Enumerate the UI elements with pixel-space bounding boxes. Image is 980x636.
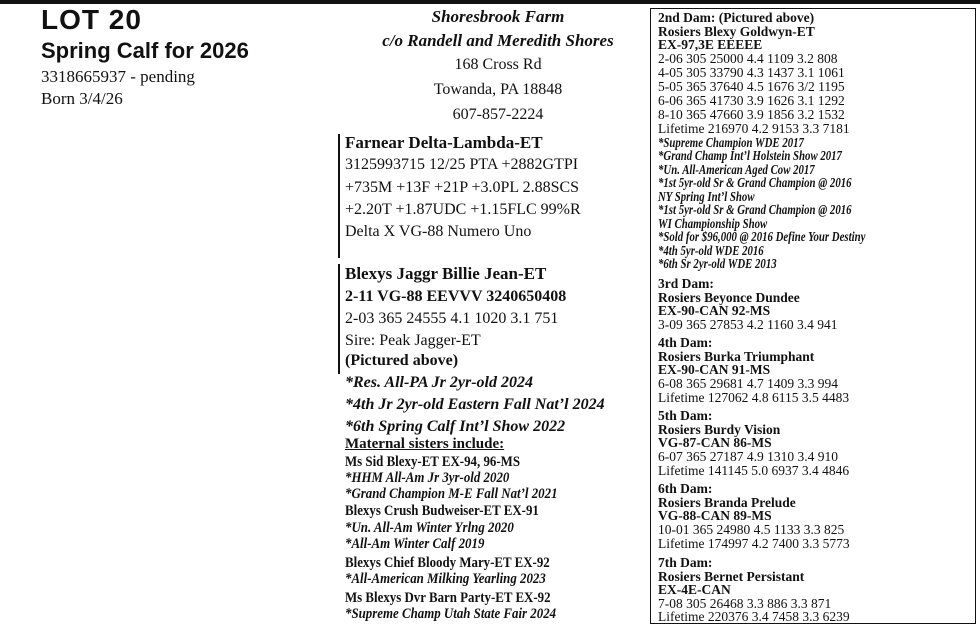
dam-7-score: EX-4E-CAN [658, 582, 731, 597]
sister-honor-text: *Supreme Champ Utah State Fair 2024 [345, 606, 557, 622]
second-dam-record: 5-05 365 37640 4.5 1676 3/2 1195 [658, 79, 845, 94]
sister-honor [345, 571, 579, 587]
second-dam-honor [658, 257, 806, 271]
dam-honor: *4th Jr 2yr-old Eastern Fall Nat’l 2024 [345, 396, 605, 413]
second-dam-lifetime: Lifetime 216970 4.2 9153 3.3 7181 [658, 121, 850, 136]
dam-honor: *Res. All-PA Jr 2yr-old 2024 [345, 374, 533, 391]
dam-name: Blexys Jaggr Billie Jean-ET [345, 264, 547, 283]
sire-name: Farnear Delta-Lambda-ET [345, 133, 543, 152]
sister-honor-text: *All-Am Winter Calf 2019 [345, 536, 485, 552]
dam-5-lifetime: Lifetime 141145 5.0 6937 3.4 4846 [658, 463, 850, 478]
second-dam-honor-text: *Grand Champ Int’l Holstein Show 2017 [658, 148, 842, 163]
sister-honor [345, 536, 507, 552]
sister-name-text: Blexys Chief Bloody Mary-ET EX-92 [345, 555, 550, 571]
second-dam-honor-text: *6th Sr 2yr-old WDE 2013 [658, 256, 777, 271]
dam-5-record: 6-07 365 27187 4.9 1310 3.4 910 [658, 449, 838, 464]
sister-name-text: Blexys Crush Budweiser-ET EX-91 [345, 503, 539, 519]
sister-honor [345, 486, 592, 502]
dam-5-heading: 5th Dam: [658, 408, 713, 423]
sister-name [345, 454, 549, 470]
maternal-sisters-heading: Maternal sisters include: [345, 436, 505, 452]
second-dam-honor-text: *Un. All-American Aged Cow 2017 [658, 161, 815, 177]
dam-record: 2-03 365 24555 4.1 1020 3.1 751 [345, 310, 559, 327]
sire-line-3: +2.20T +1.87UDC +1.15FLC 99%R [345, 201, 581, 218]
second-dam-honor [658, 163, 854, 177]
dam-4-record: 6-08 365 29681 4.7 1409 3.3 994 [658, 376, 838, 391]
lot-subtitle: Spring Calf for 2026 [41, 38, 249, 63]
dam-6-record: 10-01 365 24980 4.5 1133 3.3 825 [658, 522, 845, 537]
second-dam-heading: 2nd Dam: (Pictured above) [658, 10, 815, 25]
second-dam-score: EX-97,3E EEEEE [658, 37, 763, 52]
sire-line-4: Delta X VG-88 Numero Uno [345, 223, 532, 240]
dam-3-name: Rosiers Beyonce Dundee [658, 289, 800, 305]
breeder-phone: 607-857-2224 [452, 106, 544, 123]
dam-3-score: EX-90-CAN 92-MS [658, 303, 771, 318]
sister-name-text: Ms Blexys Dvr Barn Party-ET EX-92 [345, 590, 551, 606]
second-dam-honor-text: *Supreme Champion WDE 2017 [658, 134, 804, 150]
second-dam-record: 2-06 305 25000 4.4 1109 3.2 808 [658, 51, 838, 66]
second-dam-honor [658, 203, 900, 217]
second-dam-honor-text: *Sold for $96,000 @ 2016 Define Your Destiny [658, 229, 866, 244]
dam-7-record: 7-08 305 26468 3.3 886 3.3 871 [658, 596, 832, 611]
lot-registration: 3318665937 - pending [41, 67, 195, 86]
dam-7-name: Rosiers Bernet Persistant [658, 568, 805, 584]
lot-born-date: Born 3/4/26 [41, 89, 123, 108]
dam-sire: Sire: Peak Jagger-ET [345, 332, 481, 349]
sister-name [345, 555, 583, 571]
breeder-care-of: c/o Randell and Meredith Shores [382, 31, 614, 50]
dam-7-heading: 7th Dam: [658, 555, 713, 570]
sister-name [345, 503, 570, 519]
dam-6-score: VG-88-CAN 89-MS [658, 508, 772, 523]
dam-6-heading: 6th Dam: [658, 481, 713, 496]
second-dam-honor [658, 176, 900, 190]
second-dam-honor [658, 136, 840, 150]
lot-title: LOT 20 [41, 4, 142, 35]
dam-bracket-line [338, 264, 340, 374]
second-dam-honor-text: WI Championship Show [658, 215, 768, 231]
sire-line-1: 3125993715 12/25 PTA +2882GTPI [345, 156, 579, 173]
top-rule [0, 0, 980, 4]
second-dam-honor-text: NY Spring Int’l Show [658, 188, 755, 204]
second-dam-record: 6-06 365 41730 3.9 1626 3.1 1292 [658, 93, 845, 108]
sire-line-2: +735M +13F +21P +3.0PL 2.88SCS [345, 179, 580, 196]
second-dam-honor-text: *1st 5yr-old Sr & Grand Champion @ 2016 [658, 202, 852, 217]
sister-honor-text: *Grand Champion M-E Fall Nat’l 2021 [345, 486, 558, 502]
breeder-farm: Shoresbrook Farm [431, 7, 565, 26]
second-dam-honor [658, 217, 795, 231]
dam-pictured-note: (Pictured above) [345, 352, 459, 369]
dam-6-lifetime: Lifetime 174997 4.2 7400 3.3 5773 [658, 536, 850, 551]
dam-4-score: EX-90-CAN 91-MS [658, 362, 771, 377]
dam-4-lifetime: Lifetime 127062 4.8 6115 3.5 4483 [658, 390, 850, 405]
dam-7-lifetime: Lifetime 220376 3.4 7458 3.3 6239 [658, 609, 850, 624]
second-dam-honor [658, 149, 888, 163]
second-dam-name: Rosiers Blexy Goldwyn-ET [658, 23, 815, 39]
dam-classification: 2-11 VG-88 EEVVV 3240650408 [345, 288, 567, 305]
dam-4-name: Rosiers Burka Triumphant [658, 348, 815, 364]
breeder-street: 168 Cross Rd [454, 56, 542, 73]
second-dam-honor-text: *4th 5yr-old WDE 2016 [658, 242, 764, 258]
sister-name-text: Ms Sid Blexy-ET EX-94, 96-MS [345, 454, 521, 470]
breeder-city: Towanda, PA 18848 [433, 81, 563, 98]
dam-6-name: Rosiers Branda Prelude [658, 494, 796, 510]
dam-honor: *6th Spring Calf Int’l Show 2022 [345, 418, 566, 435]
sire-bracket-line [338, 134, 340, 258]
second-dam-record: 4-05 305 33790 4.3 1437 3.1 1061 [658, 65, 845, 80]
dam-5-score: VG-87-CAN 86-MS [658, 435, 772, 450]
second-dam-honor-text: *1st 5yr-old Sr & Grand Champion @ 2016 [658, 175, 852, 190]
sister-honor-text: *Un. All-Am Winter Yrlng 2020 [345, 520, 514, 536]
second-dam-honor [658, 244, 790, 258]
sister-honor-text: *HHM All-Am Jr 3yr-old 2020 [345, 470, 510, 486]
sister-honor [345, 520, 541, 536]
sister-honor [345, 470, 536, 486]
sister-honor [345, 606, 590, 622]
dam-3-record: 3-09 365 27853 4.2 1160 3.4 941 [658, 317, 838, 332]
dam-3-heading: 3rd Dam: [658, 276, 714, 291]
second-dam-record: 8-10 365 47660 3.9 1856 3.2 1532 [658, 107, 845, 122]
breeder-block [338, 6, 658, 127]
dam-5-name: Rosiers Burdy Vision [658, 421, 781, 437]
second-dam-honor [658, 190, 779, 204]
sister-name [345, 590, 584, 606]
sister-honor-text: *All-American Milking Yearling 2023 [345, 571, 546, 587]
dam-4-heading: 4th Dam: [658, 335, 713, 350]
second-dam-honor [658, 230, 917, 244]
